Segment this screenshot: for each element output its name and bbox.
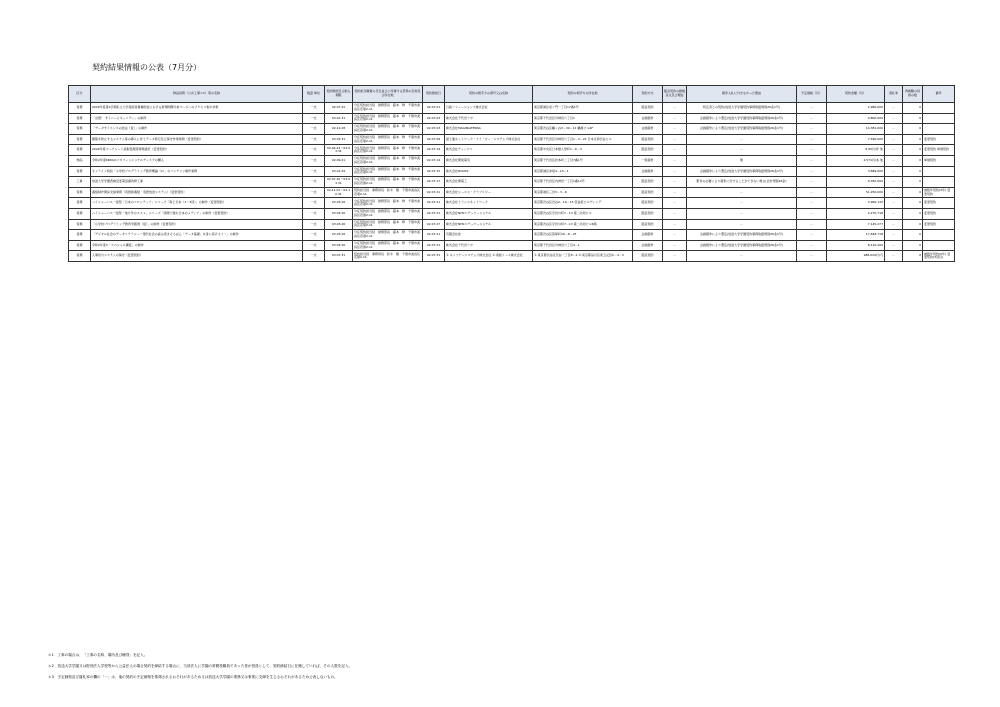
cell-name: 「小学校プログラミング教育実践例（仮）」の制作（変更契約）: [91, 219, 303, 230]
cell-clause: －: [663, 240, 687, 251]
cell-address: 東京都渋谷区渋谷2－19－15 宮益坂ビルディング: [533, 198, 633, 209]
cell-vendor: 株式会社NHKエデュケーショナル: [445, 208, 533, 219]
cell-method: 企画競争: [633, 124, 663, 135]
cell-address: 東京都中央区日本橋人形町1－6－3: [533, 145, 633, 156]
cell-planned-price: －: [797, 198, 827, 209]
cell-method: 随意契約: [633, 251, 663, 262]
cell-name: 「データサイエンスの技法（仮）」の制作: [91, 124, 303, 135]
footnote: ＊3 予定価格及び落札率の欄の「－」は、他の契約の予定価格を推測されるおそれがあるため又は放送大学学園の業務又は事業に支障を生じるおそれがあるため公表しないもの。: [48, 675, 338, 679]
cell-rehire: 0: [903, 240, 923, 251]
cell-rehire: 0: [903, 177, 923, 188]
cell-term: 02.07.22: [325, 103, 353, 114]
cell-kind: 役務: [69, 198, 91, 209]
cell-planned-price: －: [797, 124, 827, 135]
cell-reason: －: [687, 145, 797, 156]
cell-address: 東京都渋谷区幡ヶ谷3－30－11 幡屋ビル4F: [533, 124, 633, 135]
cell-quantity: 一式: [303, 134, 325, 145]
footnote: ＊2 放送大学学園又は財団法人学校等から公益法人の場合契約を締結する場合に、当該法人に学園の常勤役職員であった者が役員として、契約締結日に在籍していれば、その人数を記入。: [48, 664, 353, 668]
cell-date: 02.07.21: [423, 187, 445, 198]
cell-rehire: 0: [903, 124, 923, 135]
header-cell: 契約の相手方の所在地: [533, 86, 633, 103]
cell-reason: －: [687, 134, 797, 145]
cell-date: 02.07.17: [423, 177, 445, 188]
cell-officer: 分任契約担当役 財務部長 藤本 修 千葉市美浜区若葉2-11: [353, 177, 423, 188]
cell-clause: －: [663, 124, 687, 135]
cell-planned-price: －: [797, 177, 827, 188]
cell-amount: 9,800,000: [827, 113, 885, 124]
cell-vendor: 富士通ネットワーク・アイ・ピー・システムズ株式会社: [445, 134, 533, 145]
cell-reason: 企画競争により選定(放送大学学園契約事務取扱規則26条1号): [687, 240, 797, 251]
cell-planned-price: －: [797, 251, 827, 262]
table-row: [69, 177, 955, 188]
header-cell: 競争入札に付さなかった理由: [687, 86, 797, 103]
cell-clause: －: [663, 198, 687, 209]
cell-vendor: 株式会社MAGINIATERNA: [445, 124, 533, 135]
cell-quantity: 一式: [303, 177, 325, 188]
cell-kind: 役務: [69, 134, 91, 145]
cell-name: 2020年度マークシート読取処理等業務委託（変更契約）: [91, 145, 303, 156]
cell-name: ハイシャーパス一括型「地方学のススメ」シリーズ「国策で進む日本のメディア」の制作（変更契約）: [91, 208, 303, 219]
cell-officer: 分任契約担当役 財務部長 藤本 修 千葉市美浜区若葉2-11: [353, 166, 423, 177]
cell-name: 令和2年度KDDI/Aプロフェッショナルディスクの購入: [91, 155, 303, 166]
cell-rate: －: [885, 155, 903, 166]
table-row: [69, 155, 955, 166]
table-row: [69, 166, 955, 177]
cell-quantity: 一式: [303, 166, 325, 177]
cell-name: 「デジタル社会のデータリテラシー～現代社会の読み書きそろばん「データ基礎」を身に着けよう～」の制作: [91, 230, 303, 241]
cell-date: 02.07.14: [423, 155, 445, 166]
table-row: [69, 240, 955, 251]
cell-amount: 3,889,000: [827, 166, 885, 177]
cell-reason: －: [687, 219, 797, 230]
header-cell: 物品役務（公共工事＊1）等の名称: [91, 86, 303, 103]
cell-officer: 分任契約担当役 財務部長 藤本 修 千葉市美浜区若葉2-11: [353, 145, 423, 156]
cell-vendor: ①.ホッツゲーシステムズ株式会社 ②.南総リース株式会社: [445, 251, 533, 262]
cell-rate: －: [885, 187, 903, 198]
cell-method: 企画競争: [633, 113, 663, 124]
cell-note: 変更契約: [923, 198, 955, 209]
cell-rehire: 0: [903, 219, 923, 230]
cell-amount: 2,270,718: [827, 208, 885, 219]
cell-clause: －: [663, 166, 687, 177]
cell-rehire: 0: [903, 113, 923, 124]
cell-rehire: 0: [903, 230, 923, 241]
header-cell: 予定価格（円）: [797, 86, 827, 103]
cell-date: 02.07.21: [423, 208, 445, 219]
header-cell: 契約締結日: [423, 86, 445, 103]
cell-rate: －: [885, 113, 903, 124]
cell-method: 随意契約: [633, 208, 663, 219]
cell-address: 東京都渋谷区宇田川町7－13 第二共同ビル: [533, 208, 633, 219]
cell-method: 企画競争: [633, 240, 663, 251]
cell-name: 放送大学学園西棟受変電設備改修工事: [91, 177, 303, 188]
cell-date: 02.07.14: [423, 145, 445, 156]
cell-kind: 役務: [69, 219, 91, 230]
cell-reason: 企画競争により選定(放送大学学園契約事務取扱規則26条1号): [687, 230, 797, 241]
cell-officer: 分任契約担当役 財務部長 藤本 修 千葉市美浜区若葉2-11: [353, 208, 423, 219]
cell-date: 02.07.01: [423, 103, 445, 114]
cell-kind: 工事: [69, 177, 91, 188]
cell-clause: －: [663, 177, 687, 188]
cell-clause: －: [663, 113, 687, 124]
cell-name: 番組制作関係支援業務（英語新番組・英語放送システム）（変更契約）: [91, 187, 303, 198]
cell-vendor: 株式会社千代田ラボ: [445, 240, 533, 251]
cell-address: ①.東京都渋谷区渋谷一丁目8－2 ②.東京都品川区東五反田2－4－3: [533, 251, 633, 262]
cell-term: 02.04.24～03.03.31: [325, 145, 353, 156]
cell-note: 複数年契約(3年) 変更契約: [923, 187, 955, 198]
table-row: [69, 124, 955, 135]
cell-vendor: 株式会社ROCKS: [445, 166, 533, 177]
table-row: [69, 230, 955, 241]
cell-address: 東京都渋谷区笹塚町16－8－2F: [533, 230, 633, 241]
cell-amount: 51,250,000: [827, 187, 885, 198]
cell-address: 東京都港区赤坂4－15－1: [533, 166, 633, 177]
cell-address: 東京都千代田区外神田六丁目1－3－21 日本生命渋谷ビル: [533, 134, 633, 145]
cell-planned-price: －: [797, 103, 827, 114]
cell-term: 03.03.31: [325, 134, 353, 145]
cell-vendor: 株式会社トランスネットワーク: [445, 198, 533, 209]
cell-vendor: 株式会社千代田ラボ: [445, 113, 533, 124]
cell-vendor: 有限会社桂: [445, 230, 533, 241]
cell-name: 閲覧を防止するシステム等の導入に伴うデータ移行及び保守作業業務（変更契約）: [91, 134, 303, 145]
cell-reason: 緊急の必要により競争に付することができない場合(会計規程26条): [687, 177, 797, 188]
cell-rehire: 0: [903, 198, 923, 209]
cell-method: 企画競争: [633, 230, 663, 241]
cell-rehire: 0: [903, 134, 923, 145]
cell-clause: －: [663, 103, 687, 114]
cell-amount: 2,980,000: [827, 103, 885, 114]
cell-clause: －: [663, 251, 687, 262]
cell-kind: 役務: [69, 145, 91, 156]
footnote: ＊1 工事の場合は、「工事の名称、場所及び種別」を記入。: [48, 653, 148, 657]
cell-note: 変更契約: [923, 134, 955, 145]
cell-kind: 役務: [69, 103, 91, 114]
cell-reason: 特定者との契約(放送大学学園契約事務取扱規則26条1号): [687, 103, 797, 114]
header-cell: 契約締結及び納入期限: [325, 86, 353, 103]
cell-date: 02.07.27: [423, 219, 445, 230]
cell-quantity: 一式: [303, 155, 325, 166]
cell-quantity: 一式: [303, 145, 325, 156]
cell-date: 02.07.21: [423, 198, 445, 209]
cell-rehire: 0: [903, 251, 923, 262]
cell-term: 03.03.26: [325, 198, 353, 209]
cell-planned-price: －: [797, 134, 827, 145]
cell-rehire: 0: [903, 145, 923, 156]
cell-quantity: 一式: [303, 198, 325, 209]
cell-name: 令和2年度3「スペシャル講座」の制作: [91, 240, 303, 251]
cell-clause: －: [663, 230, 687, 241]
cell-date: 02.07.21: [423, 230, 445, 241]
cell-reason: －: [687, 187, 797, 198]
table-row: [69, 198, 955, 209]
cell-reason: －: [687, 198, 797, 209]
cell-quantity: 一式: [303, 240, 325, 251]
cell-kind: 役務: [69, 208, 91, 219]
cell-quantity: 一式: [303, 187, 325, 198]
cell-note: [923, 166, 955, 177]
cell-note: [923, 103, 955, 114]
cell-address: 東京都港区虎ノ門一丁目17番1号: [533, 103, 633, 114]
cell-vendor: 株式会社関電工: [445, 177, 533, 188]
cell-reason: 無: [687, 155, 797, 166]
cell-address: 東京都港区三田3－3－6: [533, 187, 633, 198]
cell-kind: 役務: [69, 240, 91, 251]
cell-planned-price: －: [797, 187, 827, 198]
cell-rate: －: [885, 198, 903, 209]
cell-amount: 2,571円/本 他: [827, 155, 885, 166]
cell-planned-price: －: [797, 219, 827, 230]
cell-reason: 企画競争により選定(放送大学学園契約事務取扱規則26条1号): [687, 124, 797, 135]
cell-term: 02.09.21: [325, 155, 353, 166]
cell-amount: 7,590,000: [827, 134, 885, 145]
cell-note: [923, 240, 955, 251]
cell-quantity: 一式: [303, 230, 325, 241]
table-row: [69, 251, 955, 262]
cell-kind: 役務: [69, 187, 91, 198]
cell-term: 02.12.28: [325, 124, 353, 135]
cell-vendor: 日鉄ソリューションズ株式会社: [445, 103, 533, 114]
cell-planned-price: －: [797, 230, 827, 241]
cell-address: 東京都千代田区岩本町二丁目7番1号: [533, 155, 633, 166]
cell-officer: 分任契約担当役 財務部長 藤本 修 千葉市美浜区若葉2-11: [353, 124, 423, 135]
cell-vendor: 株式会社シーエス・クラブリジー: [445, 187, 533, 198]
cell-rehire: 0: [903, 166, 923, 177]
cell-term: 02.07.20～03.03.31: [325, 177, 353, 188]
cell-note: 変更契約 単価契約: [923, 145, 955, 156]
header-cell: 落札率: [885, 86, 903, 103]
cell-date: 02.07.03: [423, 113, 445, 124]
cell-note: 複数年契約(5年) 変更契約(3回目): [923, 251, 955, 262]
cell-officer: 分任契約担当役 財務部長 藤本 修 千葉市美浜区若葉2-11: [353, 155, 423, 166]
cell-rate: －: [885, 177, 903, 188]
contract-table: [68, 85, 955, 262]
cell-amount: 7,145,277: [827, 219, 885, 230]
cell-clause: －: [663, 145, 687, 156]
cell-name: 人事給与システムの保守（変更契約）: [91, 251, 303, 262]
cell-vendor: 株式会社関東電気: [445, 155, 533, 166]
cell-amount: 8,110,200: [827, 240, 885, 251]
cell-rate: －: [885, 103, 903, 114]
cell-date: 02.07.21: [423, 240, 445, 251]
cell-kind: 役務: [69, 124, 91, 135]
cell-note: [923, 113, 955, 124]
cell-officer: 分任契約担当役 財務部長 藤本 修 千葉市美浜区若葉2-11: [353, 230, 423, 241]
table-row: [69, 113, 955, 124]
header-cell: 数量 単位: [303, 86, 325, 103]
cell-officer: 分任契約担当役 財務部長 藤本 修 千葉市美浜区若葉2-11: [353, 103, 423, 114]
page-title: 契約結果情報の公表（7月分）: [92, 63, 202, 72]
header-cell: 再就職の役員の数: [903, 86, 923, 103]
cell-date: 02.07.09: [423, 134, 445, 145]
cell-method: 企画競争: [633, 166, 663, 177]
cell-note: 単価契約: [923, 155, 955, 166]
cell-method: 随意契約: [633, 145, 663, 156]
cell-quantity: 一式: [303, 103, 325, 114]
cell-quantity: 一式: [303, 251, 325, 262]
cell-amount: 17,848,718: [827, 230, 885, 241]
cell-planned-price: －: [797, 145, 827, 156]
cell-term: 03.03.26: [325, 208, 353, 219]
cell-officer: 分任契約担当役 財務部長 藤本 修 千葉市美浜区若葉2-11: [353, 198, 423, 209]
cell-name: オンライン特設「小学校プログラミング教育概論（2）」のコンテンツ制作業務: [91, 166, 303, 177]
cell-term: 03.03.26: [325, 219, 353, 230]
cell-method: 随意契約: [633, 187, 663, 198]
cell-method: 随意契約: [633, 134, 663, 145]
cell-rate: －: [885, 208, 903, 219]
table-row: [69, 145, 955, 156]
cell-planned-price: －: [797, 208, 827, 219]
cell-clause: －: [663, 208, 687, 219]
cell-reason: 企画競争により選定(放送大学学園契約事務取扱規則26条1号): [687, 166, 797, 177]
table-row: [69, 208, 955, 219]
cell-note: [923, 230, 955, 241]
header-cell: 契約方式: [633, 86, 663, 103]
table-row: [69, 219, 955, 230]
cell-reason: －: [687, 208, 797, 219]
header-cell: 備考: [923, 86, 955, 103]
cell-name: ハイシャーパス一括型「日本のフロンティア」シリーズ「海と日本（1～3回）」の制作（変更契約）: [91, 198, 303, 209]
cell-method: 随意契約: [633, 219, 663, 230]
cell-rate: －: [885, 251, 903, 262]
cell-rehire: 0: [903, 208, 923, 219]
cell-clause: －: [663, 187, 687, 198]
cell-rehire: 0: [903, 155, 923, 166]
table-header-row: [69, 86, 955, 103]
cell-term: 03.01.31: [325, 113, 353, 124]
cell-rate: －: [885, 230, 903, 241]
header-cell: 契約担当職員の氏名並びに所属する部局の名称及び所在地: [353, 86, 423, 103]
cell-officer: 分任契約担当役 財務部長 藤本 修 千葉市美浜区若葉2-11: [353, 240, 423, 251]
cell-amount: 6.00円/件 他: [827, 145, 885, 156]
cell-amount: 988,029円/月: [827, 251, 885, 262]
cell-address: 東京都渋谷区宇田川町7－13 第二共同ビル6階: [533, 219, 633, 230]
cell-vendor: 株式会社NHKエデュケーショナル: [445, 219, 533, 230]
cell-rate: －: [885, 240, 903, 251]
cell-term: 03.03.26: [325, 230, 353, 241]
header-cell: 区分: [69, 86, 91, 103]
cell-note: 変更契約: [923, 208, 955, 219]
cell-rate: －: [885, 219, 903, 230]
cell-note: 変更契約: [923, 219, 955, 230]
cell-rate: －: [885, 145, 903, 156]
cell-term: 03.01.29: [325, 166, 353, 177]
cell-quantity: 一式: [303, 208, 325, 219]
header-cell: 契約の相手方の商号又は名称: [445, 86, 533, 103]
cell-method: 随意契約: [633, 198, 663, 209]
cell-rehire: 0: [903, 187, 923, 198]
header-cell: 契約金額（円）: [827, 86, 885, 103]
cell-clause: －: [663, 155, 687, 166]
cell-quantity: 一式: [303, 219, 325, 230]
cell-amount: 9,350,000: [827, 177, 885, 188]
cell-planned-price: －: [797, 155, 827, 166]
cell-reason: －: [687, 251, 797, 262]
cell-officer: 契約担当役 事務局長 鈴木 剛 千葉市美浜区若葉2-11: [353, 187, 423, 198]
cell-clause: －: [663, 134, 687, 145]
cell-quantity: 一式: [303, 113, 325, 124]
cell-officer: 分任契約担当役 財務部長 藤本 修 千葉市美浜区若葉2-11: [353, 113, 423, 124]
cell-amount: 14,381,000: [827, 124, 885, 135]
cell-rehire: 0: [903, 103, 923, 114]
table-row: [69, 134, 955, 145]
cell-method: 随意契約: [633, 177, 663, 188]
cell-rate: －: [885, 124, 903, 135]
cell-reason: 企画競争により選定(放送大学学園契約事務取扱規則26条1号): [687, 113, 797, 124]
cell-note: [923, 124, 955, 135]
cell-name: 「言語！ サイバーセキュリティ」の制作: [91, 113, 303, 124]
cell-method: 随意契約: [633, 103, 663, 114]
cell-quantity: 一式: [303, 124, 325, 135]
cell-kind: 役務: [69, 166, 91, 177]
cell-officer: 契約担当役 事務局長 鈴木 剛 千葉市美浜区若葉2-11: [353, 251, 423, 262]
cell-kind: 物品: [69, 155, 91, 166]
cell-term: 03.07.31: [325, 251, 353, 262]
cell-note: [923, 177, 955, 188]
cell-term: 02.11.01～03.10.31: [325, 187, 353, 198]
cell-address: 東京都千代田区外神田六丁目1: [533, 113, 633, 124]
cell-vendor: 株式会社ティーツリ: [445, 145, 533, 156]
cell-planned-price: －: [797, 113, 827, 124]
cell-rate: －: [885, 166, 903, 177]
cell-address: 東京都千代田区外神田六丁目4－1: [533, 240, 633, 251]
footnotes: [48, 650, 352, 683]
cell-amount: 3,960,132: [827, 198, 885, 209]
cell-planned-price: －: [797, 240, 827, 251]
cell-address: 東京都千代田区内神田一丁目1番12号: [533, 177, 633, 188]
cell-officer: 分任契約担当役 財務部長 藤本 修 千葉市美浜区若葉2-11: [353, 134, 423, 145]
cell-date: 02.07.31: [423, 251, 445, 262]
cell-date: 02.07.03: [423, 124, 445, 135]
cell-method: 一般競争: [633, 155, 663, 166]
table-row: [69, 187, 955, 198]
cell-kind: 役務: [69, 113, 91, 124]
cell-clause: －: [663, 219, 687, 230]
cell-officer: 分任契約担当役 財務部長 藤本 修 千葉市美浜区若葉2-11: [353, 219, 423, 230]
cell-kind: 役務: [69, 251, 91, 262]
cell-date: 02.07.15: [423, 166, 445, 177]
header-cell: 随意契約の根拠条文及び理由: [663, 86, 687, 103]
cell-term: 03.03.26: [325, 240, 353, 251]
cell-planned-price: －: [797, 166, 827, 177]
cell-rate: －: [885, 134, 903, 145]
cell-kind: 役務: [69, 230, 91, 241]
cell-name: 2020年度第1学期私立大学等経常費補助金における新規問題分析ページへのアクセス集中対策: [91, 103, 303, 114]
table-row: [69, 103, 955, 114]
